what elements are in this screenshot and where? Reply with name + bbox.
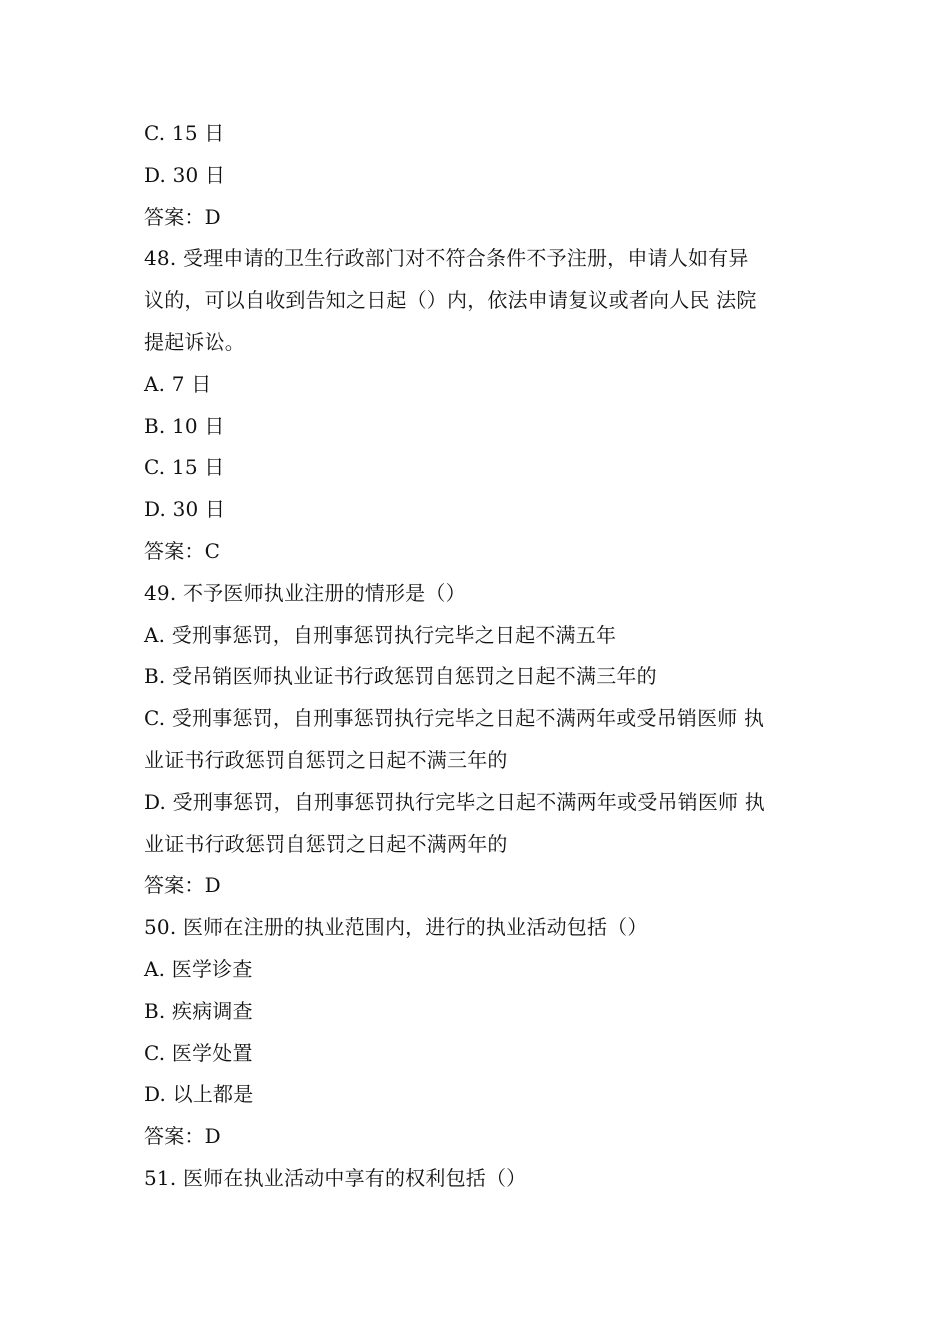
document-body [144, 113, 814, 1200]
option-line: D. 以上都是 [144, 1082, 254, 1107]
option-line: A. 受刑事惩罚，自刑事惩罚执行完毕之日起不满五年 [144, 622, 617, 647]
option-line: 业证书行政惩罚自惩罚之日起不满三年的 [144, 747, 508, 772]
option-line: B. 10 日 [144, 413, 225, 438]
question-line: 50. 医师在注册的执业范围内，进行的执业活动包括（） [144, 915, 648, 940]
option-line: D. 受刑事惩罚，自刑事惩罚执行完毕之日起不满两年或受吊销医师 执 [144, 789, 765, 814]
option-line: C. 医学处置 [144, 1040, 253, 1065]
answer-line: 答案：D [144, 1124, 221, 1149]
answer-line: 答案：D [144, 204, 221, 229]
option-line: C. 15 日 [144, 455, 225, 480]
option-line: B. 疾病调查 [144, 998, 253, 1023]
question-line: 48. 受理申请的卫生行政部门对不符合条件不予注册，申请人如有异 [144, 246, 749, 271]
option-line: C. 15 日 [144, 121, 225, 145]
question-line: 议的，可以自收到告知之日起（）内，依法申请复议或者向人民 法院 [144, 288, 757, 313]
option-line: D. 30 日 [144, 162, 226, 187]
option-line: 业证书行政惩罚自惩罚之日起不满两年的 [144, 831, 508, 856]
option-line: A. 医学诊查 [144, 956, 253, 981]
answer-line: 答案：C [144, 538, 221, 563]
answer-line: 答案：D [144, 873, 221, 898]
question-line: 提起诉讼。 [144, 329, 245, 354]
question-line: 49. 不予医师执业注册的情形是（） [144, 580, 466, 605]
option-line: D. 30 日 [144, 497, 226, 522]
option-line: B. 受吊销医师执业证书行政惩罚自惩罚之日起不满三年的 [144, 664, 657, 689]
option-line: C. 受刑事惩罚，自刑事惩罚执行完毕之日起不满两年或受吊销医师 执 [144, 706, 765, 731]
option-line: A. 7 日 [144, 371, 212, 396]
question-line: 51. 医师在执业活动中享有的权利包括（） [144, 1165, 527, 1190]
